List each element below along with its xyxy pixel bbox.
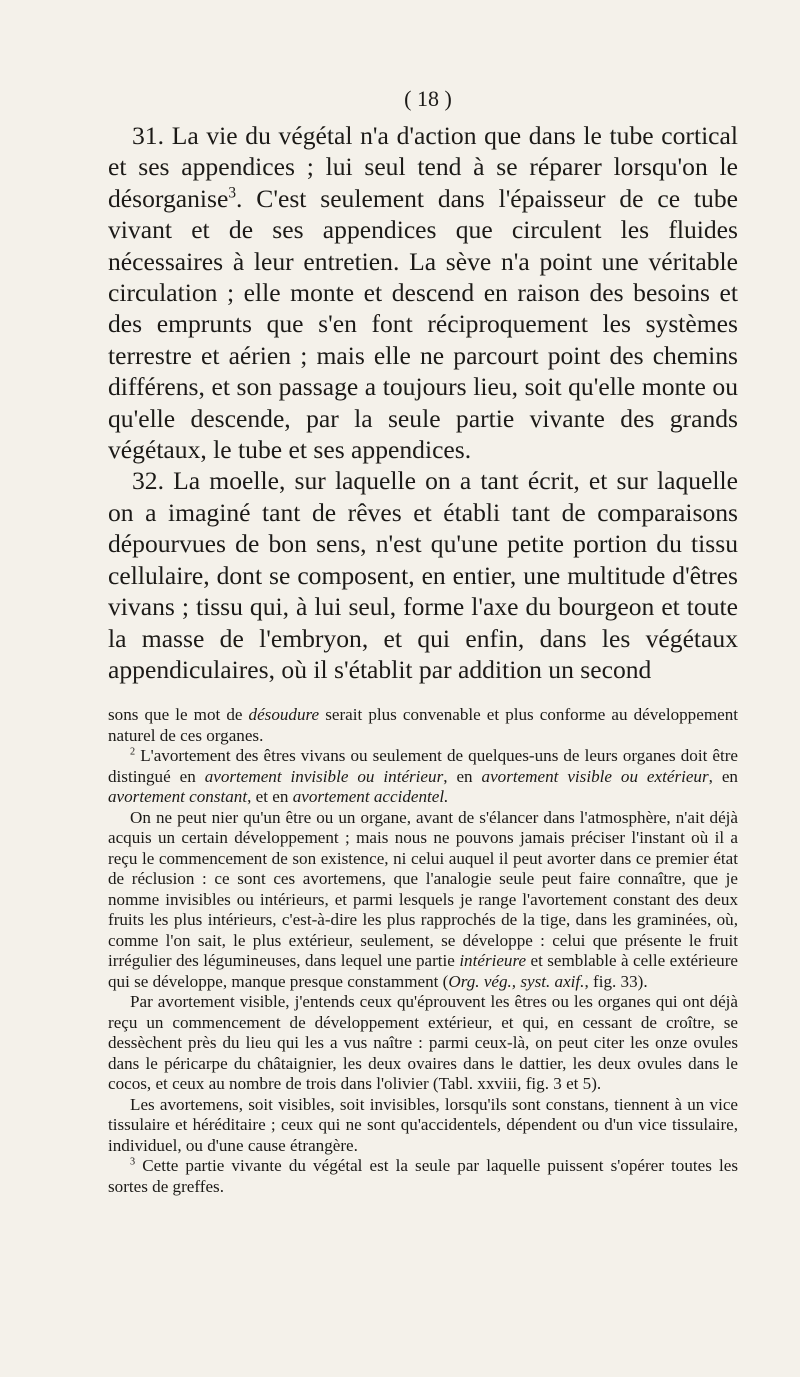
paragraph-number: 32. <box>132 466 164 496</box>
footnote-3: $^3$ Cette partie vivante du végétal est la seule par laquelle puissent s'opérer toutes les sortes de greffes. <box>108 1156 738 1196</box>
footnote-paragraph: On ne peut nier qu'un être ou un organe, avant de s'élancer dans l'atmosphère, n'ait déjà acquis un certain développement ; mais nous ne pouvons jamais préciser l'instant où il a reçu le commencement de son existence, ni celui auquel il peut avorter dans ce premier état de réclusion : ce sont ces avortemens, que l'analogie seule peut faire connaître, que je nomme invisibles ou intérieurs, et parmi lesquels je range l'avortement constant des deux fruits les plus intérieurs, c'est-à-dire les plus rapprochés de la tige, dans les graminées, où, comme l'on sait, le plus extérieur, seulement, se développe : celui que présente le fruit irrégulier des légumineuses, dans lequel une partie intérieure et semblable à celle extérieure qui se développe, manque presque constamment (Org. vég., syst. axif., fig. 33). <box>108 807 738 991</box>
page-number: ( 18 ) <box>404 86 452 111</box>
main-text <box>108 120 738 685</box>
footnote-ref: 3 <box>228 184 237 202</box>
footnote-marker: 2 <box>130 746 136 758</box>
footnote-continuation: sons que le mot de désoudure serait plus convenable et plus conforme au développement naturel de ces organes. <box>108 705 738 745</box>
footnote-2: $^2$ L'avortement des êtres vivans ou seulement de quelques-uns de leurs organes doit être distingué en avortement invisible ou intérieur, en avortement visible ou extérieur, en avortement constant, et en avortement accidentel. <box>108 746 738 807</box>
paragraph-number: 31. <box>132 121 164 150</box>
footnotes <box>108 705 738 1197</box>
footnote-paragraph: Par avortement visible, j'entends ceux qu'éprouvent les êtres ou les organes qui ont déjà reçu un commencement de développement extérieur, et qui, en cessant de croître, se dessèchent près du lieu qui les a vus naître : parmi ceux-là, on peut citer les onze ovules dans le péricarpe du châtaignier, les deux ovaires dans le dattier, les deux ovules dans le cocos, et ceux au nombre de trois dans l'olivier (Tabl. xxviii, fig. 3 et 5). <box>108 992 738 1094</box>
paragraph-text: La vie du végétal n'a d'action que dans le tube cortical et ses appendices ; lui seul tend à se réparer lorsqu'on le désorganise <box>108 121 739 213</box>
paragraph-31 <box>108 120 738 465</box>
footnote-marker: 3 <box>130 1156 136 1168</box>
paragraph-text: La moelle, sur laquelle on a tant écrit, et sur laquelle on a imaginé tant de rêves et établi tant de comparaisons dépourvues de bon sens, n'est qu'une petite portion du tissu cellulaire, dont se composent, en entier, une multitude d'êtres vivans ; tissu qui, à lui seul, forme l'axe du bourgeon et toute la masse de l'embryon, et qui enfin, dans les végétaux appendiculaires, où il s'établit par addition un second <box>108 466 738 684</box>
paragraph-text: . C'est seulement dans l'épaisseur de ce tube vivant et de ses appendices que circulent les fluides nécessaires à leur entretien. La sève n'a point une véritable circulation ; elle monte et descend en raison des besoins et des emprunts que s'en font réciproquement les systèmes terrestre et aérien ; mais elle ne parcourt point des chemins différens, et son passage a toujours lieu, soit qu'elle monte ou qu'elle descende, par la seule partie vivante des grands végétaux, le tube et ses appendices. <box>108 183 738 465</box>
footnote-paragraph: Les avortemens, soit visibles, soit invisibles, lorsqu'ils sont constans, tiennent à un vice tissulaire et héréditaire ; ceux qui ne sont qu'accidentels, dépendent ou d'un vice tissulaire, individuel, ou d'une cause étrangère. <box>108 1094 738 1155</box>
paragraph-32 <box>108 465 738 685</box>
